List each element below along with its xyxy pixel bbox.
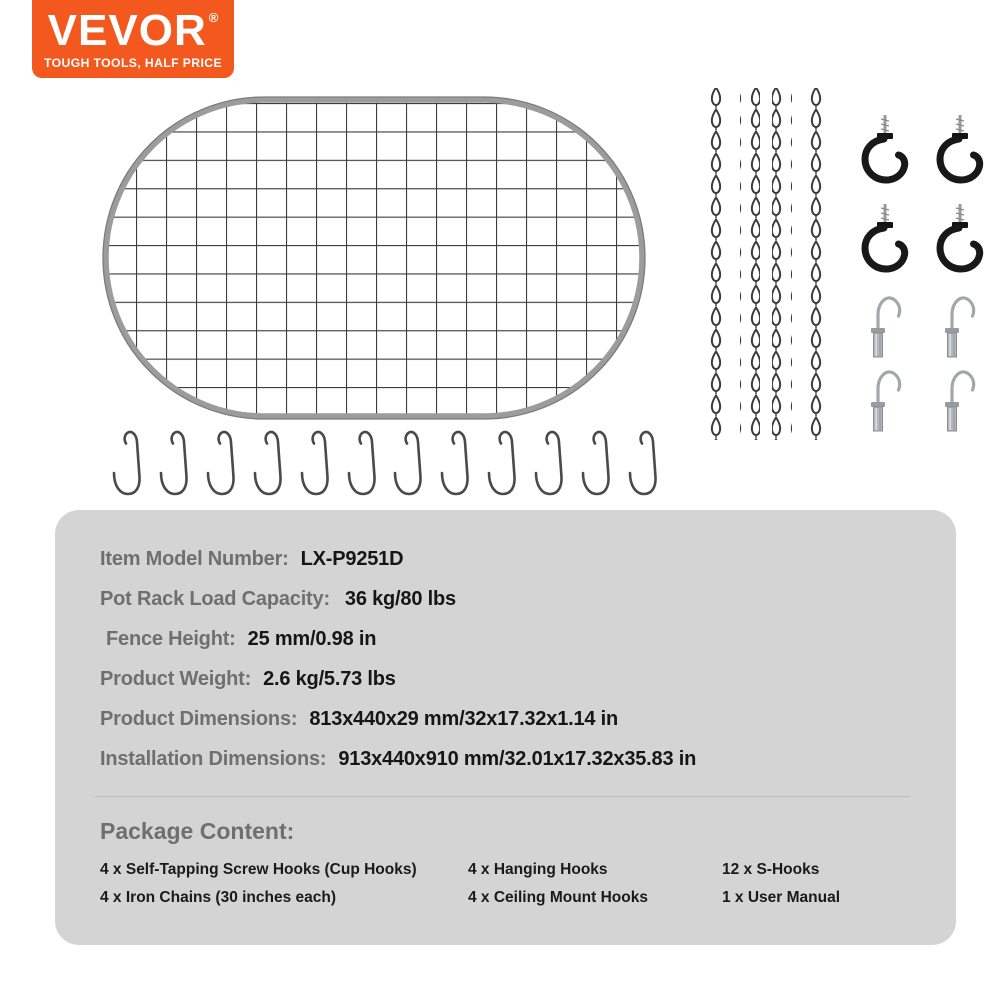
spec-label: Pot Rack Load Capacity:	[100, 588, 330, 610]
chain-3	[772, 88, 792, 440]
spec-panel	[55, 510, 956, 945]
spec-label: Installation Dimensions:	[100, 748, 327, 770]
package-item-screw-hooks: 4 x Self-Tapping Screw Hooks (Cup Hooks)	[100, 861, 417, 878]
package-item-s-hooks: 12 x S-Hooks	[722, 861, 820, 878]
chain-2	[740, 88, 760, 440]
spec-row-product-dimensions	[55, 708, 956, 731]
spec-value: LX-P9251D	[300, 548, 404, 570]
spec-value: 813x440x29 mm/32x17.32x1.14 in	[309, 708, 619, 730]
spec-row-weight	[55, 668, 956, 691]
spec-row-installation-dimensions	[55, 748, 956, 771]
vevor-logo	[32, 0, 234, 78]
s-hooks-group	[108, 427, 664, 501]
package-content-grid	[55, 861, 956, 907]
vevor-brand-line	[47, 6, 219, 56]
s-hook-icon	[577, 427, 617, 499]
grid-mesh	[107, 101, 641, 415]
package-item-ceiling-hooks: 4 x Ceiling Mount Hooks	[468, 889, 648, 906]
package-item-hanging-hooks: 4 x Hanging Hooks	[468, 861, 608, 878]
s-hook-icon	[483, 427, 523, 499]
ceiling-mount-hook-icon	[863, 289, 907, 359]
registered-mark: ®	[208, 10, 219, 26]
spec-row-load-capacity	[55, 588, 956, 611]
spec-value: 36 kg/80 lbs	[344, 588, 456, 610]
s-hook-icon	[108, 427, 148, 499]
spec-value: 2.6 kg/5.73 lbs	[263, 668, 396, 690]
s-hook-icon	[202, 427, 242, 499]
cup-hook-icon	[859, 201, 911, 277]
brand-tagline: TOUGH TOOLS, HALF PRICE	[43, 55, 223, 70]
spec-row-fence-height	[55, 628, 956, 651]
cup-hook-icon	[934, 112, 986, 188]
s-hook-icon	[343, 427, 383, 499]
s-hook-icon	[530, 427, 570, 499]
spec-label: Fence Height:	[106, 628, 236, 650]
iron-chains-image	[706, 86, 836, 442]
cup-hook-icon	[934, 201, 986, 277]
spec-label: Product Weight:	[100, 668, 252, 690]
cup-hooks-group	[856, 112, 988, 277]
chain-1	[708, 88, 728, 440]
spec-label: Product Dimensions:	[100, 708, 298, 730]
ceiling-mount-hooks-group	[858, 289, 986, 433]
s-hook-icon	[296, 427, 336, 499]
s-hook-icon	[249, 427, 289, 499]
s-hook-icon	[155, 427, 195, 499]
chain-4	[803, 88, 823, 440]
s-hook-icon	[389, 427, 429, 499]
s-hook-icon	[624, 427, 664, 499]
brand-text: VEVOR	[47, 6, 207, 56]
spec-label: Item Model Number:	[100, 548, 289, 570]
pot-rack-grid-image	[100, 94, 648, 422]
package-item-user-manual: 1 x User Manual	[722, 889, 841, 906]
ceiling-mount-hook-icon	[937, 289, 981, 359]
spec-row-model	[55, 548, 956, 571]
ceiling-mount-hook-icon	[937, 363, 981, 433]
package-content-heading: Package Content:	[100, 818, 295, 844]
panel-divider	[95, 796, 910, 797]
cup-hook-icon	[859, 112, 911, 188]
spec-value: 913x440x910 mm/32.01x17.32x35.83 in	[338, 748, 697, 770]
s-hook-icon	[436, 427, 476, 499]
ceiling-mount-hook-icon	[863, 363, 907, 433]
package-item-iron-chains: 4 x Iron Chains (30 inches each)	[100, 889, 337, 906]
spec-value: 25 mm/0.98 in	[247, 628, 377, 650]
